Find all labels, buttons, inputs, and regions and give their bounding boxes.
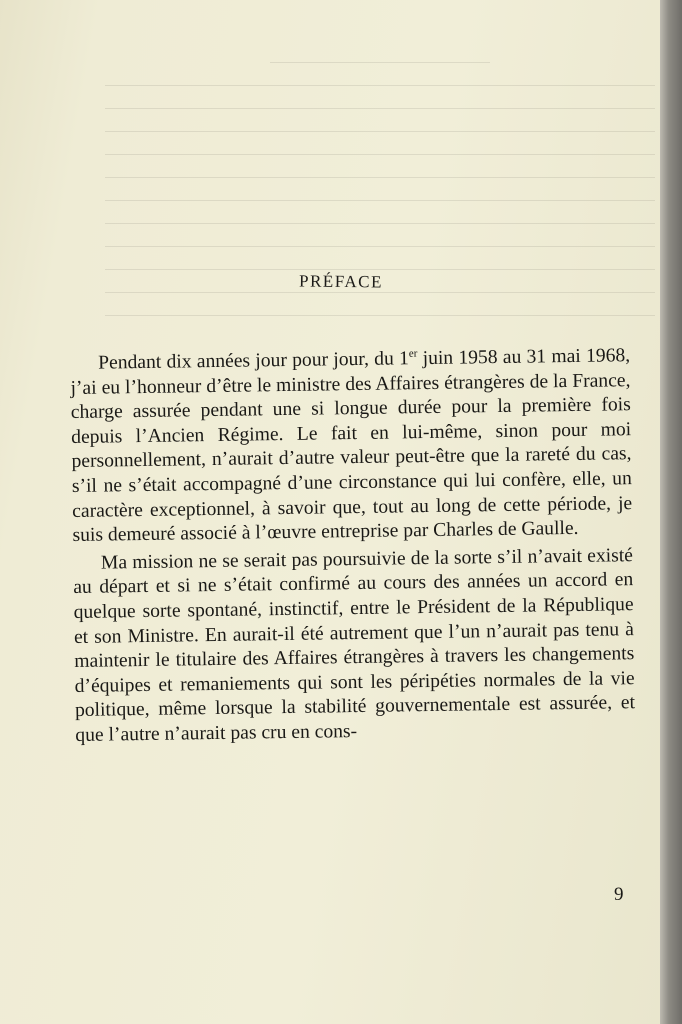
paragraph-1-rest: juin 1958 au 31 mai 1968, j’ai eu l’honneur d’être le ministre des Affaires étrangères de la France, charge assurée pendant une si longue durée pour la première fois depuis l’Ancien Régime. Le fait en lui-même, sinon pour moi personnellement, n’aurait d’autre valeur peut-être que la rareté du cas, s’il ne s’était accompagné d’une circonstance qui lui confère, elle, un caractère exceptionnel, à savoir que, tout au long de cette période, je suis demeuré associé à l’œuvre entreprise par Charles de Gaulle. (70, 345, 633, 547)
paragraph-2: Ma mission ne se serait pas poursuivie de la sorte s’il n’avait existé au départ et si ne s’était confirmé au cours des années un accord en quelque sorte spontané, instinctif, entre le Président de la République et son Ministre. En aurait-il été autrement que l’un n’aurait pas tenu à maintenir le titulaire des Affaires étrangères à travers les changements d’équipes et remaniements qui sont les péripéties normales de la vie politique, même lorsque la stabilité gouvernementale est assurée, et que l’autre n’aurait pas cru en cons- (73, 544, 636, 746)
paragraph-1 (70, 344, 633, 549)
page-edge (660, 0, 682, 1024)
page-number: 9 (614, 884, 624, 905)
ordinal-superscript: er (408, 347, 418, 360)
body-text (70, 344, 636, 751)
show-through-text (105, 40, 655, 340)
page-title: PRÉFACE (298, 271, 384, 292)
paragraph-1-start: Pendant dix années jour pour jour, du 1 (98, 348, 410, 374)
